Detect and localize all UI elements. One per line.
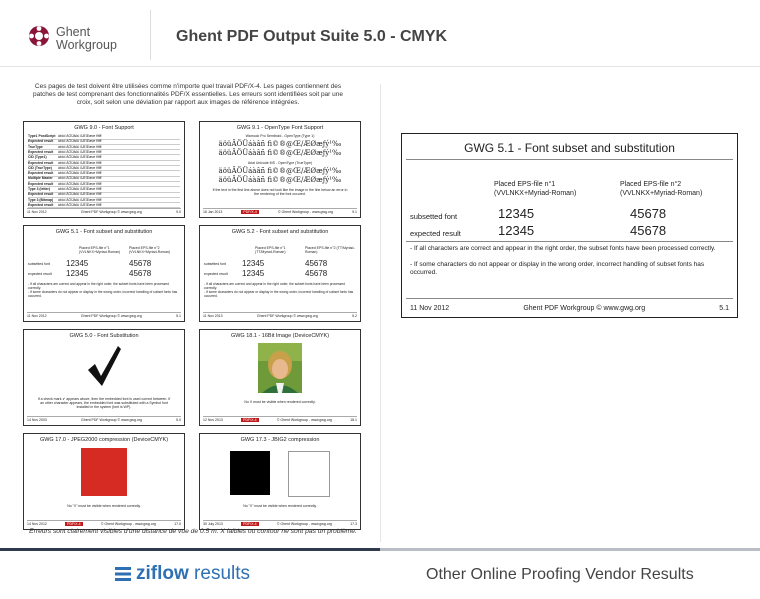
font-row-label: Expected result (28, 181, 54, 186)
test-page-gwg-5-0[interactable] (23, 329, 185, 426)
zoomed-test-page-gwg-5-1[interactable] (401, 133, 738, 318)
font-row-sample: ábčd ÄÖÜäöü ßÆŒæœ fiflff (58, 192, 102, 197)
page-footer (203, 208, 357, 214)
font-row-label: Expected result (28, 171, 54, 176)
portrait-image (258, 343, 302, 393)
footer-bar-ziflow (0, 548, 380, 551)
font-row-label: Expected result (28, 149, 54, 154)
font-row-sample: ábčd ÄÖÜäöü ßÆŒæœ fiflff (58, 160, 102, 165)
zoom-rule (406, 298, 733, 299)
font-row-sample: ábčd ÄÖÜäöü ßÆŒæœ fiflff (58, 202, 102, 207)
font-row-sample: ábčd ÄÖÜäöü ßÆŒæœ fiflff (58, 155, 102, 160)
expected-value: 45678 (630, 223, 667, 238)
page-note: - If some characters do not appear or display in the wrong order, incorrect handling of subset fonts has occurred. (204, 290, 354, 298)
page-date: 12 Nov 2013 (203, 418, 223, 422)
pdfx-badge: PDF/X-4 (243, 522, 257, 526)
font-sample-line: äöüÄÖÜáàâñ ﬁ©®@Œ/ÆØæƒý¹‰ (218, 140, 342, 148)
subset-value: 12345 (242, 259, 265, 268)
test-page-gwg-17-3[interactable] (199, 433, 361, 530)
zoom-footer (410, 305, 729, 312)
logo-line-1: Ghent (56, 25, 91, 39)
panel-divider (380, 84, 381, 542)
font-row-label: CID (Type1) (28, 155, 47, 160)
page-title: GWG 18.1 - 16Bit Image (DeviceCMYK) (230, 333, 330, 339)
row-label: expected result (28, 272, 52, 276)
page-number: 18.1 (350, 418, 357, 422)
page-date: 14 Nov 2003 (27, 418, 47, 422)
page-footer (27, 520, 181, 526)
footer-bar-other (380, 548, 760, 551)
zoom-title: GWG 5.1 - Font subset and substitution (464, 141, 675, 155)
pdfx-badge: PDF/X-4 (243, 210, 257, 214)
page-footer (203, 416, 357, 422)
row-label: subsetted font (410, 212, 458, 221)
page-note: If the text in the first line above does not look like the image in the line below an error in the rendering of the font occured. (212, 188, 348, 196)
font-row-sample: ábčd ÄÖÜäöü ßÆŒæœ fiflff (58, 144, 102, 149)
other-vendor-label: Other Online Proofing Vendor Results (426, 566, 694, 583)
ghent-logo-icon (28, 25, 50, 47)
test-page-gwg-5-2[interactable] (199, 225, 361, 322)
zoom-rule (406, 159, 733, 160)
page-title: GWG 5.1 - Font subset and substitution (55, 229, 153, 235)
jpeg2000-red-swatch (81, 448, 127, 496)
column-subheader: (VVLNKX+Myriad-Roman) (620, 190, 703, 197)
page-org: Ghent PDF Workgroup © www.gwg.org (80, 210, 142, 214)
ziflow-results-label (136, 563, 250, 585)
logo-text (56, 26, 117, 52)
page-number: 5.2 (352, 314, 357, 318)
header-divider (150, 10, 151, 60)
column-header: Placed EPS-file n°1 (TT/Myriad-Roman) (255, 246, 286, 254)
font-row-sample: ábčd ÄÖÜäöü ßÆŒæœ fiflff (58, 176, 102, 181)
test-page-gwg-5-1[interactable] (23, 225, 185, 322)
page-number: 5.0 (176, 418, 181, 422)
test-page-gwg-9-0[interactable] (23, 121, 185, 218)
page-title: GWG 9.1 - OpenType Font Support (236, 125, 324, 131)
row-label: subsetted font (204, 262, 226, 266)
test-page-gwg-18-1[interactable] (199, 329, 361, 426)
jbig2-black-swatch (230, 451, 270, 495)
subset-value: 12345 (66, 259, 89, 268)
font-row-sample: ábčd ÄÖÜäöü ßÆŒæœ fiflff (58, 197, 102, 202)
page-org: © Ghent Workgroup - www.gwg.org (276, 522, 332, 526)
jbig2-white-swatch (288, 451, 330, 497)
logo-line-2: Workgroup (56, 38, 117, 52)
column-header: Placed EPS-file n°1 (494, 181, 556, 188)
subset-value: 45678 (305, 259, 328, 268)
row-label: expected result (204, 272, 228, 276)
font-row-sample: ábčd ÄÖÜäöü ßÆŒæœ fiflff (58, 181, 102, 186)
page-title: GWG 5.2 - Font subset and substitution (231, 229, 329, 235)
font-row-label: Type 3 (letter) (28, 187, 50, 191)
page-date: 11 Nov 2012 (27, 314, 47, 318)
header-rule (0, 66, 760, 67)
font-row-label: Expected result (28, 202, 54, 207)
font-row-label: CID (TrueType) (28, 165, 52, 170)
ziflow-brand: ziflow (136, 563, 189, 584)
zoom-note: - If some characters do not appear or display in the wrong order, incorrect handling of subset fonts has occurred. (410, 261, 705, 276)
font-sample-line: äöüÄÖÜáàâñ ﬁ©®@Œ/ÆØæƒý¹‰ (218, 176, 342, 184)
font-sample-line: äöüÄÖÜáàâñ ﬁ©®@Œ/ÆØæƒý¹‰ (218, 167, 342, 175)
page-date: 11 Nov 2012 (27, 210, 47, 214)
page-title: GWG 5.0 - Font Substitution (69, 333, 139, 339)
page-number: 9.0 (176, 210, 181, 214)
font-row-label: Expected result (28, 160, 54, 165)
expected-value: 12345 (498, 223, 535, 238)
font-row-sample: ábčd ÄÖÜäöü ßÆŒæœ fiflff (58, 149, 102, 154)
font-row-sample: ábčd ÄÖÜäöü ßÆŒæœ fiflff (58, 139, 102, 144)
page-date: 30 July 2013 (203, 522, 223, 526)
page-org: Ghent PDF Workgroup © www.gwg.org (256, 314, 318, 318)
page-footer (27, 416, 181, 422)
page-org: Ghent PDF Workgroup © www.gwg.org (80, 314, 142, 318)
page-note: If a check mark ✔ appears above, then the embedded font is used correct between. If an other character appears, the embedded font was substituted with a Symbol font installed in the system (font is WP). (37, 397, 171, 409)
page-number: 9.1 (352, 210, 357, 214)
page-date: 16 Jan 2013 (203, 210, 223, 214)
column-header: Placed EPS-file n°2 (620, 181, 682, 188)
page-note: No "X" must be visible when rendered correctly. (243, 504, 317, 508)
page-title: GWG 17.3 - JBIG2 compression (240, 437, 320, 443)
page-number: 17.3 (350, 522, 357, 526)
page-note: - If all characters are correct and appear in the right order, the subset fonts have been processed correctly. (204, 282, 345, 290)
page-org: © Ghent Workgroup - www.gwg.org (277, 210, 333, 214)
expected-value: 12345 (242, 269, 265, 278)
page-number: 5.1 (176, 314, 181, 318)
font-row-label: Expected result (28, 192, 54, 197)
font-row-sample: ábčd ÄÖÜäöü ßÆŒæœ fiflff (58, 165, 102, 170)
test-page-gwg-17-0[interactable] (23, 433, 185, 530)
zoom-rule (406, 241, 733, 242)
font-row-label: Type1 PostScript (28, 134, 56, 138)
subset-value: 12345 (498, 206, 535, 221)
font-row-sample: ábčd ÄÖÜäöü ßÆŒæœ fiflff (58, 171, 102, 176)
page-footer (27, 312, 181, 318)
zoom-date: 11 Nov 2012 (410, 305, 450, 312)
subset-value: 45678 (129, 259, 152, 268)
pdfx-badge: PDF/X-4 (243, 418, 257, 422)
page-org: Ghent PDF Workgroup © www.gwg.org (81, 418, 142, 422)
font-row-label: Expected result (28, 139, 54, 144)
expected-value: 12345 (66, 269, 89, 278)
page-title: Ghent PDF Output Suite 5.0 - CMYK (176, 28, 448, 45)
page-note: - If some characters do not appear or display in the wrong order, incorrect handling of subset fonts has occurred. (28, 290, 178, 298)
zoom-column-1 (494, 180, 576, 198)
font-sample-label: Warnock Pro Semibold - OpenType (Type 1) (245, 134, 315, 138)
intro-text: Ces pages de test doivent être utilisées comme n'importe quel travail PDF/X-4. Les pages contiennent des patches de test comprenant des fonctionnalités PDF/X essentielles. Les erreurs sont identifiées soit par une croix, soit selon une déviation par rapport aux images de référence intégrées. (32, 83, 343, 106)
font-row-label: Multiple Master (28, 176, 53, 181)
zoom-note: - If all characters are correct and appear in the right order, the subset fonts have been processed correctly. (410, 245, 716, 252)
page-date: 14 Nov 2012 (27, 522, 47, 526)
page-footer (203, 312, 357, 318)
page-number: 17.0 (174, 522, 181, 526)
page-footer (203, 520, 357, 526)
test-page-gwg-9-1[interactable] (199, 121, 361, 218)
page-org: © Ghent Workgroup - www.gwg.org (276, 418, 332, 422)
pdfx-badge: PDF/X-4 (67, 522, 81, 526)
ziflow-logo-icon (115, 566, 131, 582)
page-title: GWG 17.0 - JPEG2000 compression (DeviceCMYK) (39, 437, 169, 443)
page-org: © Ghent Workgroup - www.gwg.org (100, 522, 156, 526)
page-date: 11 Nov 2013 (203, 314, 223, 318)
subset-value: 45678 (630, 206, 667, 221)
font-row-sample: ábčd ÄÖÜäöü ßÆŒæœ fiflff (58, 134, 102, 138)
font-sample-line: äöüÄÖÜáàâñ ﬁ©®@Œ/ÆØæƒý¹‰ (218, 149, 342, 157)
column-subheader: (VVLNKX+Myriad-Roman) (494, 190, 577, 197)
zoom-org: Ghent PDF Workgroup © www.gwg.org (523, 305, 646, 312)
column-header: Placed EPS-file n°2 (TT/Myriad-Roman) (305, 246, 355, 254)
checkmark-icon (86, 344, 122, 388)
caption-text: Erreurs sont clairement visibles d'une distance de vue de 0.5 m. X faibles ou contour ne sont pas un problème. (29, 528, 357, 535)
font-row-label: Type 3 (Bitmap) (28, 197, 54, 202)
page-title: GWG 9.0 - Font Support (74, 125, 134, 131)
page-footer (27, 208, 181, 214)
page-note: No X must be visible when rendered correctly. (244, 400, 316, 404)
row-label: subsetted font (28, 262, 50, 266)
ziflow-suffix: results (188, 563, 251, 584)
expected-value: 45678 (305, 269, 328, 278)
expected-value: 45678 (129, 269, 152, 278)
zoom-number: 5.1 (719, 305, 729, 312)
page-note: - If all characters are correct and appear in the right order, the subset fonts have been processed correctly. (28, 282, 169, 290)
column-header: Placed EPS-file n°2 (VVLNKX+Myriad-Roman) (129, 246, 171, 254)
row-label: expected result (410, 229, 461, 238)
font-sample-label: Arial Unicode MS - OpenType (TrueType) (247, 161, 313, 165)
zoom-column-2 (620, 180, 702, 198)
font-row-sample: ábčd ÄÖÜäöü ßÆŒæœ fiflff (58, 187, 102, 191)
page-note: No "X" must be visible when rendered correctly. (67, 504, 141, 508)
column-header: Placed EPS-file n°1 (VVLNKX+Myriad-Roman) (79, 246, 121, 254)
font-row-label: TrueType (28, 144, 43, 149)
